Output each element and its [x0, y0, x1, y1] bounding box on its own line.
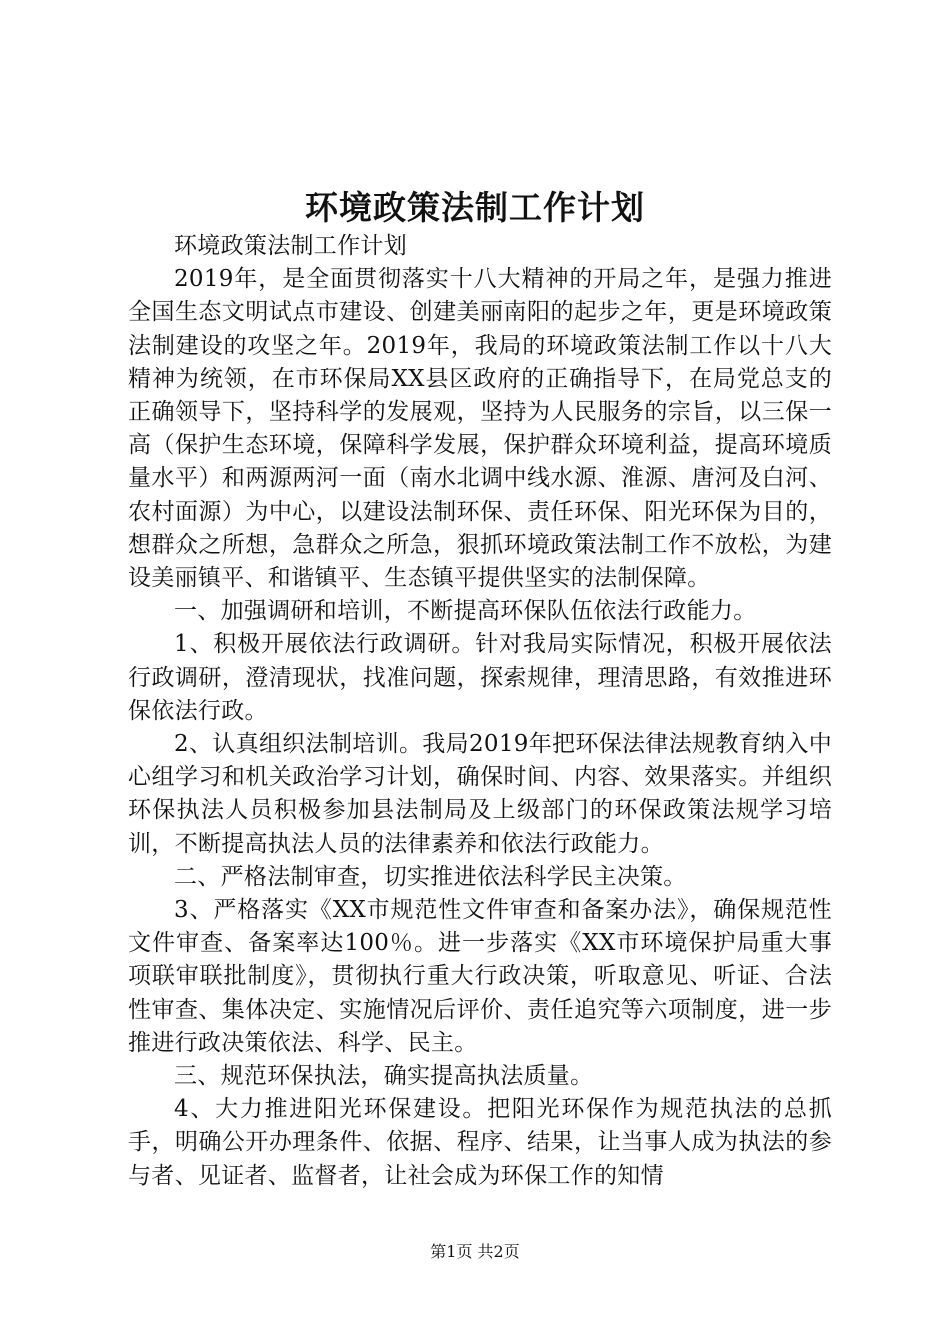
- section-heading-1: 一、加强调研和培训，不断提高环保队伍依法行政能力。: [174, 598, 757, 625]
- paragraph-item-2: 2、认真组织法制培训。我局2019年把环保法律法规教育纳入中心组学习和机关政治学习计划，确保时间、内容、效果落实。并组织环保执法人员积极参加县法制局及上级部门的环保政策法规学习培训，不断提高执法人员的法律素养和依法行政能力。: [128, 731, 832, 857]
- document-title: 环境政策法制工作计划: [305, 188, 645, 227]
- document-body: [128, 230, 832, 1193]
- section-heading-2: 二、严格法制审查，切实推进依法科学民主决策。: [174, 863, 687, 890]
- paragraph-intro: 2019年，是全面贯彻落实十八大精神的开局之年，是强力推进全国生态文明试点市建设、创建美丽南阳的起步之年，更是环境政策法制建设的攻坚之年。2019年，我局的环境政策法制工作以十八大精神为统领，在市环保局XX县区政府的正确指导下，在局党总支的正确领导下，坚持科学的发展观，坚持为人民服务的宗旨，以三保一高（保护生态环境，保障科学发展，保护群众环境利益，提高环境质量水平）和两源两河一面（南水北调中线水源、淮源、唐河及白河、农村面源）为中心，以建设法制环保、责任环保、阳光环保为目的，想群众之所想，急群众之所急，狠抓环境政策法制工作不放松，为建设美丽镇平、和谐镇平、生态镇平提供坚实的法制保障。: [128, 266, 832, 592]
- paragraph-item-4: 4、大力推进阳光环保建设。把阳光环保作为规范执法的总抓手，明确公开办理条件、依据、程序、结果，让当事人成为执法的参与者、见证者、监督者，让社会成为环保工作的知情: [128, 1096, 832, 1189]
- paragraph-item-3: 3、严格落实《XX市规范性文件审查和备案办法》，确保规范性文件审查、备案率达100％。进一步落实《XX市环境保护局重大事项联审联批制度》，贯彻执行重大行政决策，听取意见、听证、合法性审查、集体决定、实施情况后评价、责任追究等六项制度，进一步推进行政决策依法、科学、民主。: [128, 897, 832, 1056]
- paragraph-subtitle: 环境政策法制工作计划: [174, 233, 407, 259]
- page-footer: 第1页 共2页: [430, 1242, 520, 1261]
- paragraph-item-1: 1、积极开展依法行政调研。针对我局实际情况，积极开展依法行政调研，澄清现状，找准问题，探索规律，理清思路，有效推进环保依法行政。: [128, 631, 832, 724]
- section-heading-3: 三、规范环保执法，确实提高执法质量。: [174, 1063, 594, 1090]
